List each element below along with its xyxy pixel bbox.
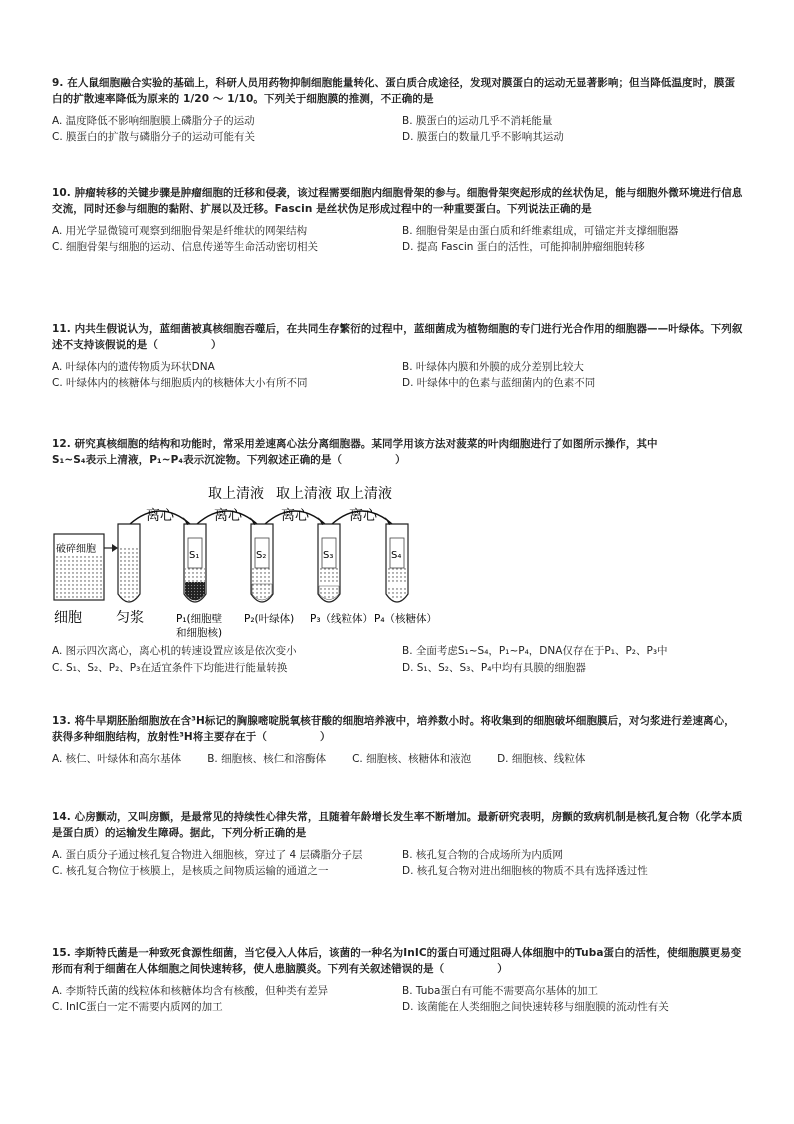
question-11-stem: 11. 内共生假说认为，蓝细菌被真核细胞吞噬后，在共同生存繁衍的过程中，蓝细菌成为植物细胞的专门进行光合作用的细胞器——叶绿体。下列叙述不支持该假说的是（ ）: [52, 323, 743, 351]
s2-label: S₂: [256, 550, 267, 561]
s3-label: S₃: [323, 550, 334, 561]
question-10-option-b[interactable]: B. 细胞骨架是由蛋白质和纤维素组成，可锚定并支撑细胞器: [402, 224, 679, 237]
homogenate-fill: [119, 546, 139, 601]
p2-label: P₂(叶绿体): [244, 613, 295, 625]
question-15-option-a[interactable]: A. 李斯特氏菌的线粒体和核糖体均含有核酸，但种类有差异: [52, 984, 329, 997]
p4-sediment: [387, 588, 407, 599]
centrifuge-label-1: 离心: [146, 508, 174, 524]
take-supernatant-label-3: 取上清液: [336, 486, 392, 502]
p3-sediment: [319, 586, 339, 600]
centrifuge-label-2: 离心: [214, 508, 242, 524]
break-arrow-icon: [112, 544, 118, 552]
question-14-option-c[interactable]: C. 核孔复合物位于核膜上，是核质之间物质运输的通道之一: [52, 865, 329, 878]
question-11-option-d[interactable]: D. 叶绿体中的色素与蓝细菌内的色素不同: [402, 377, 596, 390]
question-12-stem-line2: S₁~S₄表示上清液，P₁~P₄表示沉淀物。下列叙述正确的是（ ）: [52, 453, 406, 466]
question-11-option-c[interactable]: C. 叶绿体内的核糖体与细胞质内的核糖体大小有所不同: [52, 377, 308, 390]
question-10-option-d[interactable]: D. 提高 Fascin 蛋白的活性，可能抑制肿瘤细胞转移: [402, 241, 645, 254]
cell-label: 细胞: [54, 610, 82, 626]
p2-sediment: [252, 584, 272, 600]
question-13-stem: 13. 将牛早期胚胎细胞放在含³H标记的胸腺嘧啶脱氧核苷酸的细胞培养液中，培养数小时。将收集到的细胞破坏细胞膜后，对匀浆进行差速离心，获得多种细胞结构，放射性³H将主要存在于（ ）: [52, 715, 735, 743]
question-9-stem: 9. 在人鼠细胞融合实验的基础上，科研人员用药物抑制细胞能量转化、蛋白质合成途径，发现对膜蛋白的运动无显著影响；但当降低温度时，膜蛋白的扩散速率降低为原来的 1/20 ～ 1/10。下列关于细胞膜的推测，不正确的是: [52, 77, 736, 105]
take-supernatant-label-1: 取上清液: [208, 486, 264, 502]
centrifuge-label-4: 离心: [349, 508, 377, 524]
question-12-option-c[interactable]: C. S₁、S₂、P₂、P₃在适宜条件下均能进行能量转换: [52, 661, 288, 674]
question-13-option-d[interactable]: D. 细胞核、线粒体: [497, 752, 586, 765]
question-9-option-b[interactable]: B. 膜蛋白的运动几乎不消耗能量: [402, 114, 553, 127]
question-13-options: [52, 752, 744, 768]
question-14: [52, 810, 744, 880]
question-15-stem: 15. 李斯特氏菌是一种致死食源性细菌，当它侵入人体后，该菌的一种名为InIC的蛋白可通过阻碍人体细胞中的Tuba蛋白的活性，使细胞膜更易变形而有利于细菌在人体细胞之间快速转移，使人患脑膜炎。下列有关叙述错误的是（ ）: [52, 947, 742, 975]
question-12: [52, 437, 744, 469]
question-15-option-d[interactable]: D. 该菌能在人类细胞之间快速转移与细胞膜的流动性有关: [402, 1001, 669, 1014]
question-13-option-c[interactable]: C. 细胞核、核糖体和液泡: [352, 752, 472, 765]
question-14-options: [52, 848, 744, 881]
question-10-option-a[interactable]: A. 用光学显微镜可观察到细胞骨架是纤维状的网架结构: [52, 224, 308, 237]
question-15-options: [52, 984, 744, 1017]
p3-label: P₃（线粒体）: [310, 613, 374, 625]
question-12-option-b[interactable]: B. 全面考虑S₁~S₄，P₁~P₄，DNA仅存在于P₁、P₂、P₃中: [402, 645, 668, 657]
question-12-option-d[interactable]: D. S₁、S₂、S₃、P₄中均有具膜的细胞器: [402, 661, 586, 674]
question-11-options: [52, 360, 744, 393]
question-11-option-a[interactable]: A. 叶绿体内的遗传物质为环状DNA: [52, 360, 215, 373]
question-14-option-a[interactable]: A. 蛋白质分子通过核孔复合物进入细胞核，穿过了 4 层磷脂分子层: [52, 848, 363, 861]
question-10: [52, 186, 744, 256]
question-9: [52, 76, 744, 146]
question-12-options-block: [52, 644, 744, 677]
p1-sediment: [185, 582, 205, 601]
question-14-option-b[interactable]: B. 核孔复合物的合成场所为内质网: [402, 848, 563, 861]
centrifugation-svg: [52, 476, 472, 642]
p4-label: P₄（核糖体）: [374, 613, 438, 625]
centrifuge-label-3: 离心: [281, 508, 309, 524]
question-12-stem-line1: 12. 研究真核细胞的结构和功能时，常采用差速离心法分离细胞器。某同学用该方法对菠菜的叶肉细胞进行了如图所示操作，其中: [52, 438, 658, 450]
question-14-stem: 14. 心房颤动，又叫房颤，是最常见的持续性心律失常，且随着年龄增长发生率不断增加。最新研究表明，房颤的致病机制是核孔复合物（化学本质是蛋白质）的运输发生障碍。据此，下列分析正确的是: [52, 811, 743, 839]
question-9-option-d[interactable]: D. 膜蛋白的数量几乎不影响其运动: [402, 131, 564, 144]
question-10-options: [52, 224, 744, 257]
s1-label: S₁: [189, 550, 200, 561]
question-12-option-a[interactable]: A. 图示四次离心，离心机的转速设置应该是依次变小: [52, 645, 297, 657]
question-13: [52, 714, 744, 767]
question-9-option-a[interactable]: A. 温度降低不影响细胞膜上磷脂分子的运动: [52, 114, 255, 127]
break-cells-label: 破碎细胞: [56, 544, 96, 555]
question-10-stem: 10. 肿瘤转移的关键步骤是肿瘤细胞的迁移和侵袭，该过程需要细胞内细胞骨架的参与。细胞骨架突起形成的丝状伪足，能与细胞外微环境进行信息交流，同时还参与细胞的黏附、扩展以及迁移。Fascin 是丝状伪足形成过程中的一种重要蛋白。下列说法正确的是: [52, 187, 743, 215]
question-9-options: [52, 114, 744, 147]
question-15-option-b[interactable]: B. Tuba蛋白有可能不需要高尔基体的加工: [402, 984, 598, 997]
centrifugation-diagram: [52, 476, 472, 642]
question-15: [52, 946, 744, 1016]
question-12-options: [52, 644, 744, 677]
question-13-option-a[interactable]: A. 核仁、叶绿体和高尔基体: [52, 752, 182, 765]
question-15-option-c[interactable]: C. InIC蛋白一定不需要内质网的加工: [52, 1001, 223, 1014]
cell-contents: [55, 556, 103, 599]
s4-label: S₄: [391, 550, 402, 561]
question-13-option-b[interactable]: B. 细胞核、核仁和溶酶体: [207, 752, 327, 765]
question-14-option-d[interactable]: D. 核孔复合物对进出细胞核的物质不具有选择透过性: [402, 865, 648, 878]
p1-label-line2: 和细胞核): [176, 627, 223, 639]
p1-label-line1: P₁(细胞壁: [176, 613, 223, 625]
question-9-option-c[interactable]: C. 膜蛋白的扩散与磷脂分子的运动可能有关: [52, 131, 256, 144]
question-11: [52, 322, 744, 392]
question-11-option-b[interactable]: B. 叶绿体内膜和外膜的成分差别比较大: [402, 360, 584, 373]
take-supernatant-label-2: 取上清液: [276, 486, 332, 502]
question-10-option-c[interactable]: C. 细胞骨架与细胞的运动、信息传递等生命活动密切相关: [52, 241, 319, 254]
homogenate-label: 匀浆: [116, 610, 144, 626]
